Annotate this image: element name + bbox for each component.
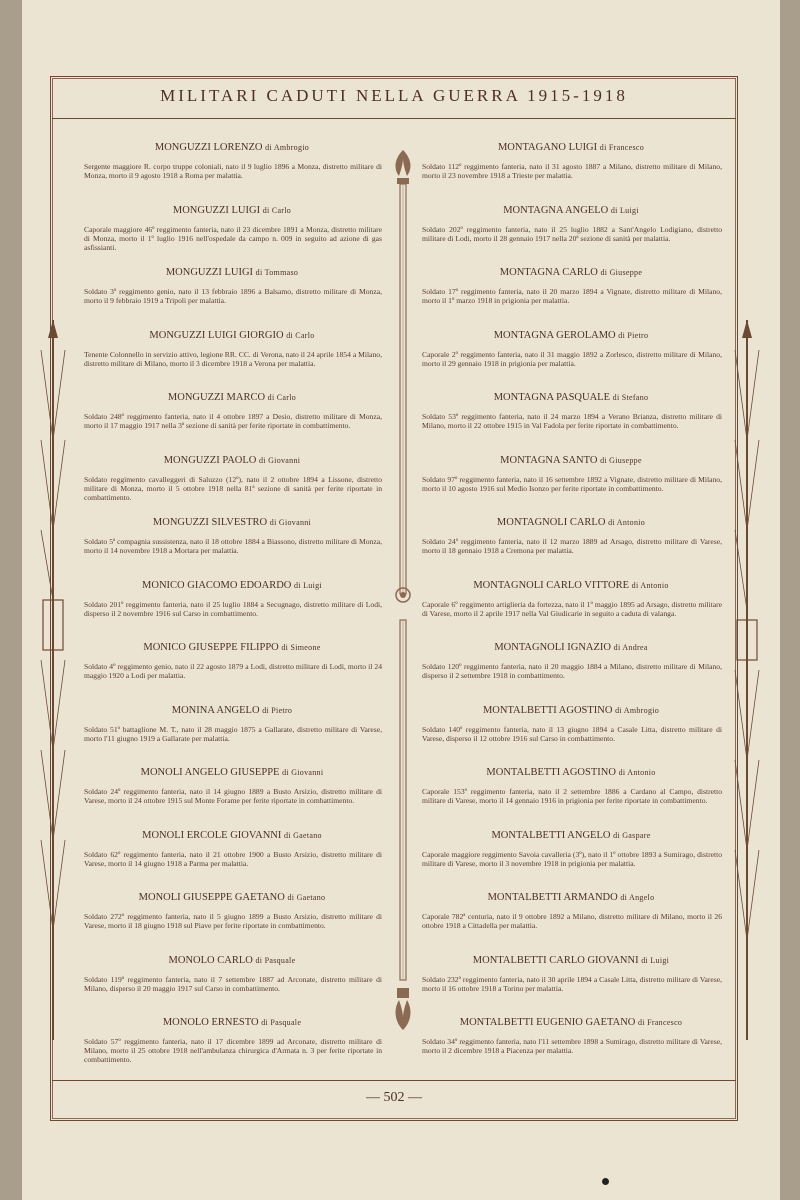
entry-text: Soldato 24º reggimento fanteria, nato il 12 marzo 1889 ad Arsago, distretto militare di Varese, morto il 18 gennaio 1918 a Cremona per malattia. [422, 537, 722, 555]
list-item [420, 142, 722, 205]
list-item [82, 455, 382, 518]
list-item [82, 517, 382, 580]
entry-name: MONTAGNA CARLO di Giuseppe [499, 267, 643, 278]
entry-text: Soldato 119º reggimento fanteria, nato il 7 settembre 1887 ad Arconate, distretto militare di Milano, disperso il 20 maggio 1917 sul Carso in combattimento. [84, 974, 382, 993]
list-item [82, 205, 382, 268]
list-item [420, 267, 722, 330]
right-column [420, 142, 722, 1080]
entry-text: Soldato 97º reggimento fanteria, nato il 16 settembre 1892 a Vignate, distretto militare di Milano, morto il 10 agosto 1916 sul Medio Isonzo per ferite riportate in combattimento. [422, 474, 722, 493]
entry-text: Soldato 232º reggimento fanteria, nato il 30 aprile 1894 a Casale Litta, distretto militare di Varese, morto il 16 ottobre 1918 a Torino per malattia. [422, 974, 722, 993]
entry-text: Soldato 120º reggimento fanteria, nato il 20 maggio 1884 a Milano, distretto militare di Milano, disperso il 2 settembre 1918 in combattimento. [422, 662, 722, 680]
entry-text: Soldato 53º reggimento fanteria, nato il 24 marzo 1894 a Verano Brianza, distretto militare di Milano, morto il 22 ottobre 1915 in Val Fadola per ferite riportate in combattimento. [422, 412, 722, 430]
entry-name: MONTALBETTI ARMANDO di Angelo [487, 892, 655, 903]
entry-name: MONGUZZI LUIGI di Tommaso [165, 267, 299, 278]
entry-name: MONTALBETTI AGOSTINO di Antonio [486, 767, 656, 778]
entry-text: Caporale maggiore reggimento Savoia cavalleria (3º), nato il 1º ottobre 1893 a Sumirago, distretto militare di Varese, morto il 3 novembre 1918 in prigionia per malattia. [422, 849, 722, 868]
entry-name: MONOLI GIUSEPPE GAETANO di Gaetano [138, 892, 326, 903]
entry-name: MONTAGNOLI CARLO di Antonio [496, 517, 646, 528]
entry-text: Caporale maggiore 46º reggimento fanteria, nato il 23 dicembre 1891 a Monza, distretto militare di Monza, morto il 1º luglio 1916 nell'ospedale da campo n. 009 in seguito ad azione di gas asfissianti. [84, 224, 382, 252]
entry-text: Caporale 153º reggimento fanteria, nato il 2 settembre 1886 a Cardano al Campo, distretto militare di Varese, morto il 14 gennaio 1916 in prigionia per ferite riportate in combattimento. [422, 787, 722, 805]
ink-dot [602, 1178, 609, 1185]
list-item [82, 955, 382, 1018]
entry-name: MONOLI ERCOLE GIOVANNI di Gaetano [142, 829, 322, 841]
list-item [420, 1017, 722, 1080]
list-item [82, 142, 382, 205]
entry-text: Soldato 140º reggimento fanteria, nato il 13 giugno 1894 a Casale Litta, distretto militare di Varese, disperso il 12 ottobre 1916 sul Carso in combattimento. [422, 724, 722, 743]
entry-name: MONTAGNA ANGELO di Luigi [503, 204, 639, 216]
list-item [420, 705, 722, 768]
entry-text: Caporale 6º reggimento artiglieria da fortezza, nato il 1º maggio 1895 ad Arsago, distretto militare di Varese, morto il 2 aprile 1917 nella Val Giudicarie in seguito a caduta di valanga. [422, 599, 722, 618]
list-item [420, 392, 722, 455]
entry-text: Soldato 4º reggimento genio, nato il 22 agosto 1879 a Lodi, distretto militare di Lodi, morto il 24 maggio 1920 a Lodi per malattia. [84, 662, 382, 680]
list-item [420, 830, 722, 893]
entry-name: MONGUZZI MARCO di Carlo [167, 392, 297, 403]
entry-name: MONTAGNOLI CARLO VITTORE di Antonio [473, 579, 669, 591]
entry-name: MONICO GIACOMO EDOARDO di Luigi [142, 579, 322, 591]
title-rule [52, 118, 736, 119]
entry-text: Soldato 57º reggimento fanteria, nato il 17 dicembre 1899 ad Arconate, distretto militare di Milano, morto il 25 ottobre 1918 nell'ambulanza chirurgica d'Armata n. 3 per ferite riportate in combattimento. [84, 1037, 382, 1064]
list-item [420, 455, 722, 518]
left-column [82, 142, 382, 1080]
entry-text: Sergente maggiore R. corpo truppe coloniali, nato il 9 luglio 1896 a Monza, distretto militare di Monza, morto il 9 agosto 1918 a Roma per malattia. [84, 162, 382, 180]
entry-text: Soldato 24º reggimento fanteria, nato il 14 giugno 1889 a Busto Arsizio, distretto militare di Varese, morto il 24 ottobre 1915 sul Monte Forame per ferite riportate in combattimento. [84, 787, 382, 805]
entry-text: Soldato 34º reggimento fanteria, nato l'11 settembre 1898 a Sumirago, distretto militare di Varese, morto il 2 dicembre 1918 a Piacenza per malattia. [422, 1037, 722, 1055]
entry-text: Caporale 782ª centuria, nato il 9 ottobre 1892 a Milano, distretto militare di Milano, morto il 26 ottobre 1918 a Cittadella per malattia. [422, 912, 722, 930]
entry-text: Soldato 112º reggimento fanteria, nato il 31 agosto 1887 a Milano, distretto militare di Milano, morto il 23 novembre 1918 a Trieste per malattia. [422, 162, 722, 180]
entry-name: MONTALBETTI CARLO GIOVANNI di Luigi [472, 954, 670, 966]
list-item [420, 892, 722, 955]
entry-text: Caporale 2º reggimento fanteria, nato il 31 maggio 1892 a Zorlesco, distretto militare di Milano, morto il 29 gennaio 1918 in prigionia per malattia. [422, 349, 722, 368]
entry-name: MONTAGNOLI IGNAZIO di Andrea [494, 642, 648, 653]
entry-text: Soldato 17º reggimento fanteria, nato il 20 marzo 1894 a Vignate, distretto militare di Milano, morto il 1º marzo 1918 in prigionia per malattia. [422, 287, 722, 305]
entry-text: Soldato 272º reggimento fanteria, nato il 5 giugno 1899 a Busto Arsizio, distretto militare di Varese, morto il 18 giugno 1918 sul Piave per ferite riportate in combattimento. [84, 912, 382, 930]
entry-text: Tenente Colonnello in servizio attivo, legione RR. CC. di Verona, nato il 24 aprile 1854 a Milano, distretto militare di Milano, morto il 3 dicembre 1918 a Verona per malattia. [84, 349, 382, 368]
entry-name: MONTALBETTI ANGELO di Gaspare [491, 829, 651, 841]
entry-text: Soldato 3º reggimento genio, nato il 13 febbraio 1896 a Balsamo, distretto militare di Monza, morto il 9 febbraio 1919 a Tripoli per malattia. [84, 287, 382, 305]
entry-text: Soldato 62º reggimento fanteria, nato il 21 ottobre 1900 a Busto Arsizio, distretto militare di Varese, morto il 14 giugno 1918 a Parma per malattia. [84, 849, 382, 868]
entry-name: MONGUZZI PAOLO di Giovanni [163, 454, 301, 466]
entry-name: MONGUZZI SILVESTRO di Giovanni [152, 517, 312, 528]
entry-name: MONOLO ERNESTO di Pasquale [162, 1017, 302, 1028]
entry-name: MONOLI ANGELO GIUSEPPE di Giovanni [140, 767, 324, 778]
left-flag-pole-ornament [38, 320, 68, 1040]
entry-text: Soldato 51º battaglione M. T., nato il 28 maggio 1875 a Gallarate, distretto militare di Varese, morto l'11 giugno 1919 a Gallarate per malattia. [84, 724, 382, 743]
entry-name: MONTAGNA SANTO di Giuseppe [500, 454, 642, 466]
entry-name: MONICO GIUSEPPE FILIPPO di Simeone [143, 642, 321, 653]
right-flag-pole-ornament [732, 320, 762, 1040]
footer-rule [52, 1080, 736, 1081]
list-item [420, 767, 722, 830]
list-item [420, 330, 722, 393]
list-item [420, 517, 722, 580]
list-item [420, 580, 722, 643]
entry-name: MONTALBETTI EUGENIO GAETANO di Francesco [459, 1017, 683, 1028]
list-item [82, 830, 382, 893]
list-item [420, 205, 722, 268]
list-item [82, 580, 382, 643]
entry-name: MONTAGNA PASQUALE di Stefano [493, 392, 649, 403]
list-item [82, 267, 382, 330]
entry-name: MONTALBETTI AGOSTINO di Ambrogio [482, 704, 660, 716]
list-item [82, 892, 382, 955]
entry-text: Soldato 248º reggimento fanteria, nato il 4 ottobre 1897 a Desio, distretto militare di Monza, morto il 17 maggio 1917 nella 3ª sezione di sanità per ferite riportate in combattimento. [84, 412, 382, 430]
entry-name: MONTAGNA GEROLAMO di Pietro [493, 329, 649, 341]
list-item [420, 955, 722, 1018]
entry-name: MONGUZZI LORENZO di Ambrogio [154, 142, 310, 153]
list-item [82, 767, 382, 830]
entry-name: MONINA ANGELO di Pietro [171, 704, 293, 716]
entry-name: MONGUZZI LUIGI GIORGIO di Carlo [149, 329, 315, 341]
entry-text: Soldato reggimento cavalleggeri di Saluzzo (12º), nato il 2 ottobre 1894 a Lissone, distretto militare di Monza, morto il 5 ottobre 1918 nella 81ª sezione di sanità per ferite riportate in combattimento. [84, 474, 382, 502]
list-item [82, 1017, 382, 1080]
list-item [420, 642, 722, 705]
central-pole-ornament [391, 150, 415, 1030]
page-number: — 502 — [366, 1090, 422, 1105]
entry-name: MONGUZZI LUIGI di Carlo [172, 204, 292, 216]
list-item [82, 705, 382, 768]
page-title: MILITARI CADUTI NELLA GUERRA 1915-1918 [160, 86, 628, 105]
entry-text: Soldato 5ª compagnia sussistenza, nato il 18 ottobre 1884 a Biassono, distretto militare di Monza, morto il 14 novembre 1918 a Mortara per malattia. [84, 537, 382, 555]
entry-name: MONOLO CARLO di Pasquale [168, 954, 296, 966]
entry-name: MONTAGANO LUIGI di Francesco [497, 142, 645, 153]
entry-text: Soldato 201º reggimento fanteria, nato il 25 luglio 1884 a Secugnago, distretto militare di Lodi, disperso il 2 novembre 1916 sul Carso in combattimento. [84, 599, 382, 618]
list-item [82, 330, 382, 393]
list-item [82, 392, 382, 455]
entry-text: Soldato 202º reggimento fanteria, nato il 25 luglio 1882 a Sant'Angelo Lodigiano, distretto militare di Lodi, morto il 28 gennaio 1917 nella 20ª sezione di sanità per malattia. [422, 224, 722, 243]
list-item [82, 642, 382, 705]
